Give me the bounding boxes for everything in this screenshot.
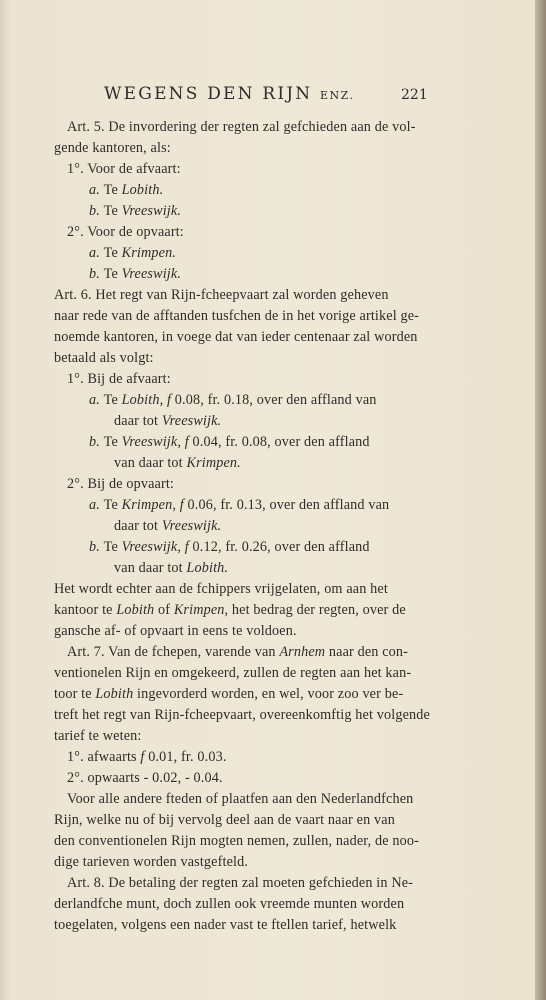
italic-text: Vreeswijk. [161, 413, 222, 429]
text-segment: dige tarieven worden vastgefteld. [54, 854, 249, 870]
text-line [54, 350, 154, 366]
text-segment: , [177, 434, 185, 450]
text-line [54, 896, 404, 912]
text-segment: betaald als volgt: [54, 350, 154, 366]
italic-text: Krimpen. [186, 455, 241, 471]
text-segment: 1°. afwaarts [67, 749, 141, 765]
text-line [67, 875, 413, 891]
text-segment: derlandfche munt, doch zullen ook vreemde munten worden [54, 896, 405, 912]
text-line [114, 455, 241, 471]
text-segment: , het bedrag der regten, over de [224, 602, 406, 618]
italic-text: Vreeswijk. [121, 203, 182, 219]
text-segment: 0.12, fr. 0.26, over den affland [188, 539, 370, 555]
text-line [54, 728, 141, 744]
italic-text: f [184, 539, 189, 555]
text-segment: of [154, 602, 174, 618]
italic-text: Lobith [95, 686, 134, 702]
italic-text: a. [89, 182, 104, 198]
italic-text: Vreeswijk. [121, 266, 182, 282]
text-segment: toegelaten, volgens een nader vast te ftellen tarief, hetwelk [54, 917, 397, 933]
italic-text: Krimpen. [121, 245, 177, 261]
text-segment: 1°. Voor de afvaart: [67, 161, 181, 177]
text-line [89, 182, 163, 198]
text-segment: Art. 7. Van de fchepen, varende van [67, 644, 280, 660]
italic-text: Lobith. [121, 182, 164, 198]
text-segment: 0.06, fr. 0.13, over den affland van [183, 497, 390, 513]
text-segment: Voor alle andere fteden of plaatfen aan den Nederlandfchen [67, 791, 414, 807]
header-title-suffix: ENZ. [319, 89, 355, 102]
text-line [67, 476, 174, 492]
text-line [54, 917, 396, 933]
text-line [89, 245, 176, 261]
text-segment: gende kantoren, als: [54, 140, 171, 156]
italic-text: b. [89, 539, 104, 555]
text-line [67, 224, 184, 240]
text-line [54, 308, 419, 324]
italic-text: a. [89, 392, 104, 408]
italic-text: a. [89, 497, 104, 513]
text-line [54, 665, 411, 681]
text-segment: Te [103, 434, 122, 450]
text-line [89, 497, 389, 513]
text-segment: Te [103, 392, 122, 408]
text-segment: toor te [54, 686, 96, 702]
text-line [114, 518, 221, 534]
italic-text: b. [89, 266, 104, 282]
text-line [114, 413, 221, 429]
text-segment: Te [103, 539, 122, 555]
text-segment: , [172, 497, 180, 513]
text-line [54, 581, 388, 597]
text-segment: Te [103, 266, 122, 282]
italic-text: f [166, 392, 172, 408]
text-line [67, 791, 413, 807]
text-line [54, 602, 406, 618]
text-segment: naar den con- [325, 644, 409, 660]
text-line [54, 140, 171, 156]
text-line [54, 623, 297, 639]
text-segment: , [177, 539, 185, 555]
text-line [67, 644, 408, 660]
text-line [89, 203, 181, 219]
page-edge [535, 0, 546, 1000]
italic-text: Krimpen [173, 602, 225, 618]
text-segment: 0.04, fr. 0.08, over den affland [188, 434, 370, 450]
text-segment: naar rede van de afftanden tusfchen de in het vorige artikel ge- [54, 308, 420, 324]
text-segment: noemde kantoren, in voege dat van ieder centenaar zal worden [54, 329, 418, 345]
text-segment: Rijn, welke nu of bij vervolg deel aan de vaart naar en van [54, 812, 395, 828]
text-segment: kantoor te [54, 602, 117, 618]
text-line [89, 434, 370, 450]
text-line [89, 266, 181, 282]
text-segment: Te [103, 245, 122, 261]
text-segment: van daar tot [114, 455, 187, 471]
italic-text: Lobith [121, 392, 160, 408]
text-segment: Te [103, 203, 122, 219]
text-segment: 2°. opwaarts - 0.02, - 0.04. [67, 770, 223, 786]
text-segment: Art. 6. Het regt van Rijn-fcheepvaart zal worden geheven [54, 287, 389, 303]
text-segment: Te [103, 497, 122, 513]
text-segment: van daar tot [114, 560, 187, 576]
italic-text: f [179, 497, 184, 513]
page-number: 221 [401, 87, 428, 103]
text-segment: Art. 5. De invordering der regten zal gefchieden aan de vol- [67, 119, 416, 135]
text-line [54, 329, 418, 345]
italic-text: b. [89, 434, 104, 450]
header-title: WEGENS DEN RIJN [104, 84, 313, 104]
text-line [54, 854, 248, 870]
text-segment: daar tot [114, 518, 162, 534]
text-segment: ventionelen Rijn en omgekeerd, zullen de regten aan het kan- [54, 665, 412, 681]
text-segment: 0.08, fr. 0.18, over den affland van [171, 392, 377, 408]
text-line [54, 707, 430, 723]
italic-text: Krimpen [121, 497, 173, 513]
text-line [67, 749, 227, 765]
text-line [89, 392, 377, 408]
italic-text: Lobith [116, 602, 155, 618]
italic-text: f [184, 434, 189, 450]
text-segment: Art. 8. De betaling der regten zal moeten gefchieden in Ne- [67, 875, 414, 891]
text-line [54, 812, 395, 828]
text-line [89, 539, 370, 555]
italic-text: Vreeswijk [121, 539, 178, 555]
text-line [54, 833, 419, 849]
text-line [67, 161, 181, 177]
text-segment: daar tot [114, 413, 162, 429]
italic-text: Arnhem [279, 644, 326, 660]
text-segment: 2°. Voor de opvaart: [67, 224, 184, 240]
italic-text: Vreeswijk [121, 434, 178, 450]
text-segment: ingevorderd worden, en wel, voor zoo ver be- [133, 686, 404, 702]
italic-text: Vreeswijk. [161, 518, 222, 534]
text-line [67, 371, 171, 387]
text-segment: tarief te weten: [54, 728, 142, 744]
text-segment: 0.01, fr. 0.03. [144, 749, 227, 765]
text-segment: , [159, 392, 167, 408]
text-segment: 2°. Bij de opvaart: [67, 476, 175, 492]
text-segment: Het wordt echter aan de fchippers vrijgelaten, om aan het [54, 581, 388, 597]
text-segment: den conventionelen Rijn mogten nemen, zullen, nader, de noo- [54, 833, 419, 849]
italic-text: a. [89, 245, 104, 261]
text-line [54, 287, 389, 303]
italic-text: f [140, 749, 145, 765]
text-line [114, 560, 228, 576]
italic-text: b. [89, 203, 104, 219]
italic-text: Lobith. [186, 560, 229, 576]
text-line [67, 770, 223, 786]
text-segment: gansche af- of opvaart in eens te voldoen. [54, 623, 297, 639]
text-segment: treft het regt van Rijn-fcheepvaart, overeenkomftig het volgende [54, 707, 430, 723]
running-header [104, 84, 355, 104]
text-line [54, 686, 403, 702]
text-segment: Te [103, 182, 122, 198]
text-line [67, 119, 416, 135]
text-segment: 1°. Bij de afvaart: [67, 371, 171, 387]
